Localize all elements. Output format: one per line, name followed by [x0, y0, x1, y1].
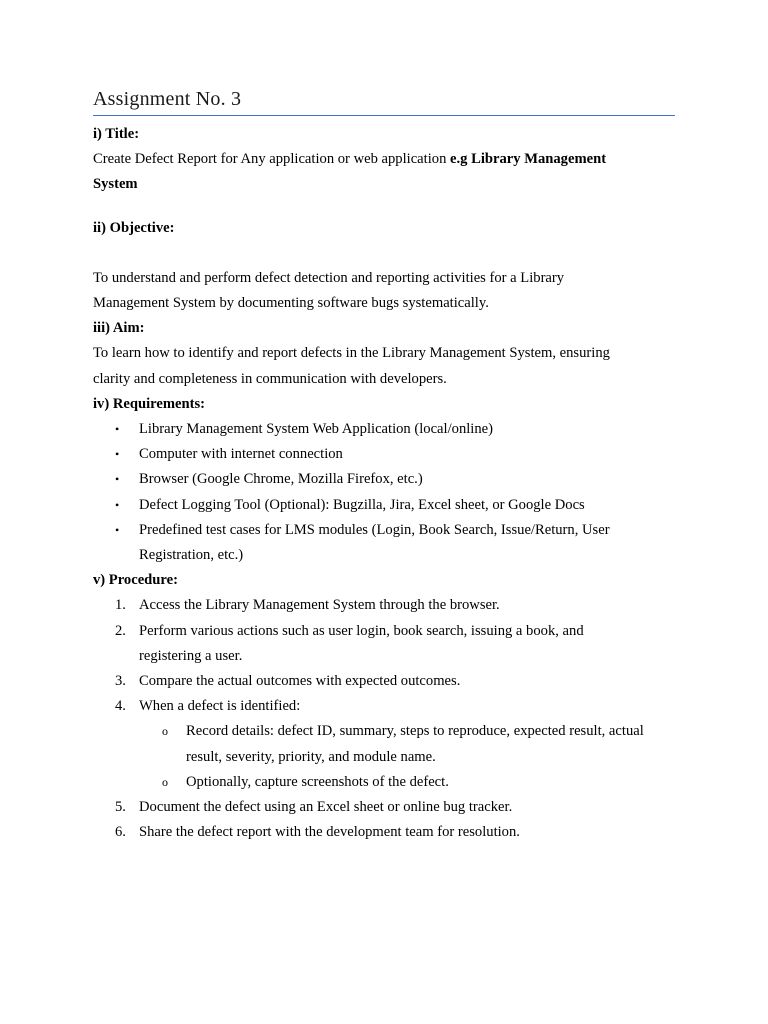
procedure-step: [93, 694, 683, 795]
assignment-heading: Assignment No. 3: [93, 88, 242, 110]
procedure-step: [93, 669, 683, 694]
step-number: 2.: [115, 622, 126, 639]
spacer: [93, 198, 683, 216]
aim-line: To learn how to identify and report defects in the Library Management System, ensuring: [93, 345, 610, 362]
sub-item-text: Optionally, capture screenshots of the defect.: [186, 773, 449, 790]
title-label: i) Title:: [93, 126, 140, 142]
bullet-marker: •: [115, 422, 120, 437]
document-body: [93, 122, 683, 845]
title-text-bold: e.g Library Management: [450, 151, 607, 168]
heading-underline: [93, 115, 675, 116]
step-number: 6.: [115, 824, 126, 841]
procedure-list: [93, 593, 683, 845]
bullet-marker: •: [115, 472, 120, 487]
procedure-step: [93, 795, 683, 820]
step-text: Perform various actions such as user login, book search, issuing a book, and: [139, 622, 584, 639]
step-text: Share the defect report with the development team for resolution.: [139, 824, 520, 841]
sub-item-text-continued: result, severity, priority, and module name.: [186, 748, 436, 765]
requirements-list: [93, 417, 683, 568]
spacer: [93, 241, 683, 266]
title-text-bold-continued: System: [93, 176, 138, 193]
title-text-plain: Create Defect Report for Any application or web application: [93, 151, 451, 168]
step-text: Document the defect using an Excel sheet or online bug tracker.: [139, 799, 513, 816]
procedure-sub-item: [139, 770, 683, 795]
requirement-item: [93, 493, 683, 518]
procedure-sub-item: [139, 719, 683, 769]
procedure-step: [93, 820, 683, 845]
objective-label: ii) Objective:: [93, 219, 175, 236]
step-number: 3.: [115, 673, 126, 690]
aim-label: iii) Aim:: [93, 320, 145, 337]
step-text: When a defect is identified:: [139, 698, 301, 715]
title-text: [93, 147, 683, 172]
step-number: 5.: [115, 799, 126, 816]
step-text: Compare the actual outcomes with expected outcomes.: [139, 673, 461, 690]
sub-bullet-marker: o: [162, 724, 168, 739]
procedure-sub-list: [139, 719, 683, 795]
step-number: 1.: [115, 597, 126, 614]
bullet-marker: •: [115, 522, 120, 537]
aim-line: clarity and completeness in communication with developers.: [93, 370, 447, 387]
requirement-text: Predefined test cases for LMS modules (Login, Book Search, Issue/Return, User: [139, 521, 610, 538]
requirement-text-continued: Registration, etc.): [139, 547, 244, 564]
step-number: 4.: [115, 698, 126, 715]
sub-bullet-marker: o: [162, 774, 168, 789]
step-text: Access the Library Management System through the browser.: [139, 597, 500, 614]
procedure-label: v) Procedure:: [93, 572, 178, 589]
requirement-item: [93, 518, 683, 568]
objective-line: To understand and perform defect detection and reporting activities for a Library: [93, 269, 565, 286]
objective-line: Management System by documenting software bugs systematically.: [93, 295, 489, 312]
requirement-item: [93, 467, 683, 492]
procedure-step: [93, 619, 683, 669]
requirements-label: iv) Requirements:: [93, 395, 206, 412]
requirement-text: Browser (Google Chrome, Mozilla Firefox, etc.): [139, 471, 423, 488]
requirement-item: [93, 417, 683, 442]
requirement-text: Library Management System Web Application (local/online): [139, 421, 493, 438]
requirement-item: [93, 442, 683, 467]
step-text-continued: registering a user.: [139, 647, 243, 664]
sub-item-text: Record details: defect ID, summary, steps to reproduce, expected result, actual: [186, 723, 644, 740]
bullet-marker: •: [115, 497, 120, 512]
procedure-step: [93, 593, 683, 618]
requirement-text: Defect Logging Tool (Optional): Bugzilla, Jira, Excel sheet, or Google Docs: [139, 496, 585, 513]
bullet-marker: •: [115, 447, 120, 462]
requirement-text: Computer with internet connection: [139, 446, 343, 463]
